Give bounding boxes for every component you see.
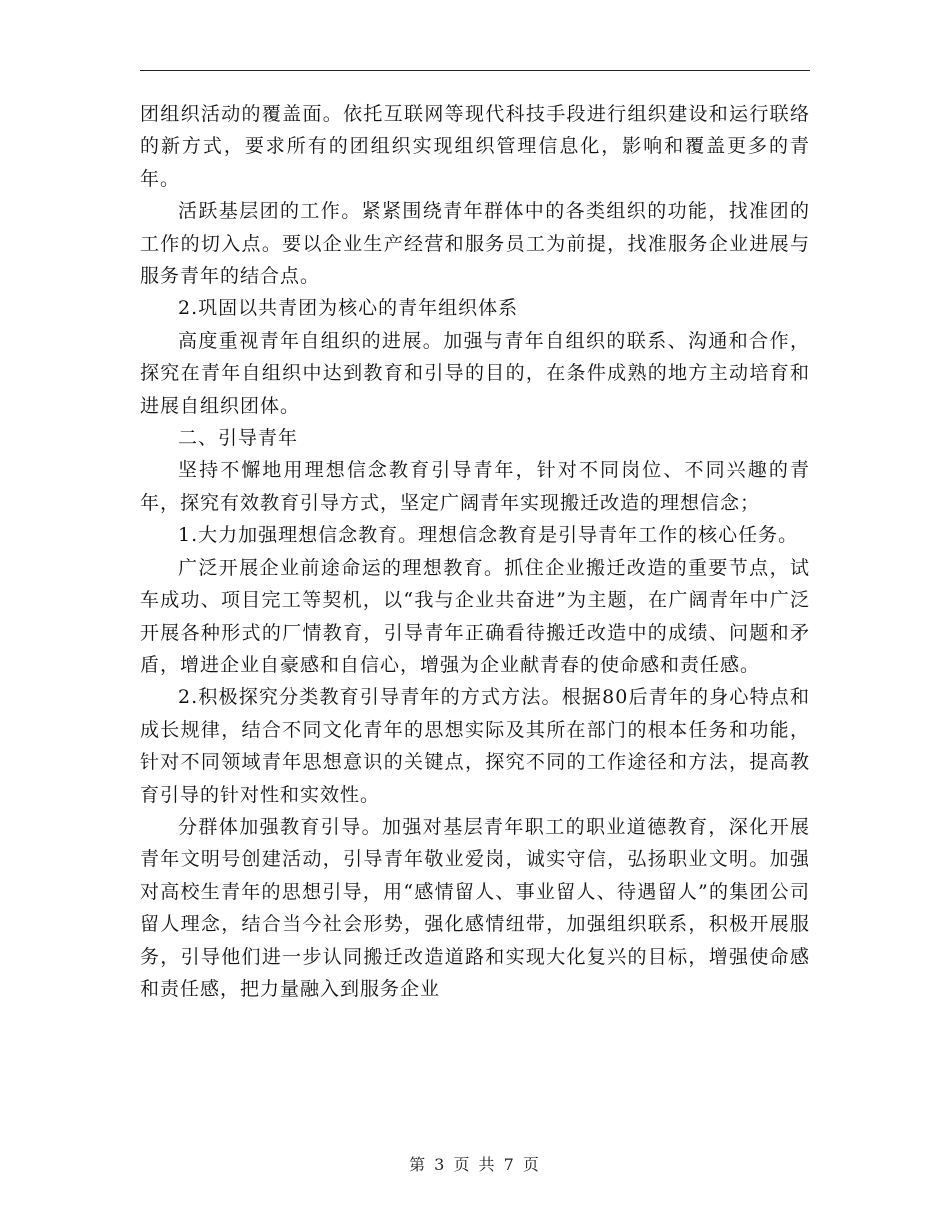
paragraph: 活跃基层团的工作。紧紧围绕青年群体中的各类组织的功能，找准团的工作的切入点。要以企业生产经营和服务员工为前提，找准服务企业进展与服务青年的结合点。	[140, 200, 810, 288]
document-body	[140, 98, 810, 1005]
section-heading: 2.巩固以共青团为核心的青年组织体系	[178, 297, 519, 320]
paragraph: 团组织活动的覆盖面。依托互联网等现代科技手段进行组织建设和运行联络的新方式，要求所有的团组织实现组织管理信息化，影响和覆盖更多的青年。	[140, 103, 810, 190]
header-rule	[140, 70, 810, 71]
page-number: 第 3 页 共 7 页	[409, 1155, 541, 1174]
paragraph: 1.大力加强理想信念教育。理想信念教育是引导青年工作的核心任务。	[178, 524, 799, 547]
paragraph: 高度重视青年自组织的进展。加强与青年自组织的联系、沟通和合作，探究在青年自组织中达到教育和引导的目的，在条件成熟的地方主动培育和进展自组织团体。	[140, 329, 810, 417]
paragraph: 广泛开展企业前途命运的理想教育。抓住企业搬迁改造的重要节点，试车成功、项目完工等契机，以“我与企业共奋进”为主题，在广阔青年中广泛开展各种形式的厂情教育，引导青年正确看待搬迁改造中的成绩、问题和矛盾，增进企业自豪感和自信心，增强为企业献青春的使命感和责任感。	[140, 556, 810, 676]
paragraph: 坚持不懈地用理想信念教育引导青年，针对不同岗位、不同兴趣的青年，探究有效教育引导方式，坚定广阔青年实现搬迁改造的理想信念；	[140, 459, 810, 514]
paragraph: 分群体加强教育引导。加强对基层青年职工的职业道德教育，深化开展青年文明号创建活动，引导青年敬业爱岗，诚实守信，弘扬职业文明。加强对高校生青年的思想引导，用“感情留人、事业留人、待遇留人”的集团公司留人理念，结合当今社会形势，强化感情纽带，加强组织联系，积极开展服务，引导他们进一步认同搬迁改造道路和实现大化复兴的目标，增强使命感和责任感，把力量融入到服务企业	[140, 815, 810, 1000]
paragraph: 2.积极探究分类教育引导青年的方式方法。根据80后青年的身心特点和成长规律，结合不同文化青年的思想实际及其所在部门的根本任务和功能，针对不同领域青年思想意识的关键点，探究不同的工作途径和方法，提高教育引导的针对性和实效性。	[140, 686, 810, 806]
section-heading: 二、引导青年	[178, 427, 299, 450]
